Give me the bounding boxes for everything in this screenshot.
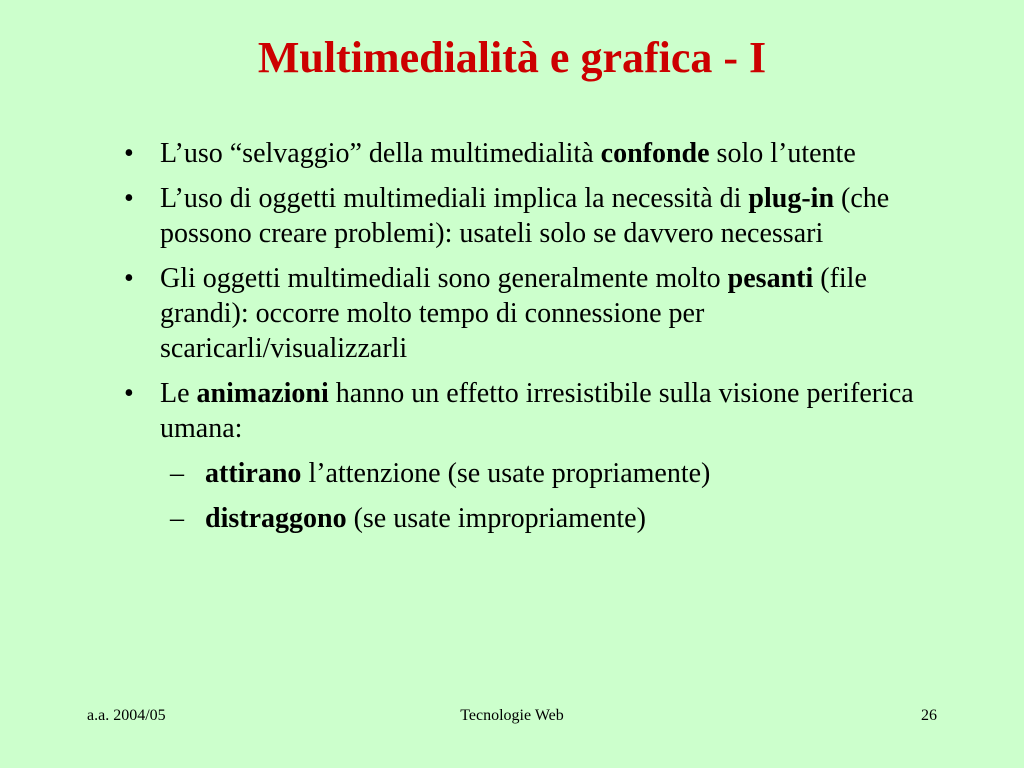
- bullet-emphasis: animazioni: [196, 378, 329, 409]
- bullet-text: Le: [160, 378, 197, 409]
- bullet-text: Gli oggetti multimediali sono generalmente molto: [160, 263, 728, 294]
- bullet-item: [124, 181, 914, 251]
- bullet-text: solo l’utente: [709, 138, 856, 169]
- sub-bullet-text: (se usate impropriamente): [346, 503, 646, 534]
- bullet-emphasis: confonde: [600, 138, 710, 169]
- bullet-emphasis: pesanti: [727, 263, 814, 294]
- slide-title: Multimedialità e grafica - I: [257, 33, 767, 82]
- bullet-marker: •: [124, 138, 134, 169]
- bullet-text: L’uso “selvaggio” della multimedialità: [160, 138, 601, 169]
- sub-bullet-emphasis: attirano: [205, 458, 302, 489]
- footer-academic-year: a.a. 2004/05: [87, 707, 166, 724]
- bullet-marker: •: [124, 378, 134, 409]
- bullet-item: [124, 136, 914, 171]
- bullet-text: (che possono creare problemi): usateli solo se davvero necessari: [160, 183, 890, 249]
- footer-page-number: 26: [921, 707, 937, 724]
- sub-bullet-emphasis: distraggono: [205, 503, 347, 534]
- dash-marker: –: [170, 458, 184, 489]
- bullet-emphasis: plug-in: [748, 183, 835, 214]
- sub-bullet-text: l’attenzione (se usate propriamente): [301, 458, 711, 489]
- footer-course-title: Tecnologie Web: [460, 707, 564, 724]
- dash-marker: –: [170, 503, 184, 534]
- bullet-item: [124, 376, 914, 446]
- bullet-marker: •: [124, 263, 134, 294]
- sub-bullet-item: [124, 501, 914, 536]
- bullet-marker: •: [124, 183, 134, 214]
- bullet-text: hanno un effetto irresistibile sulla visione periferica umana:: [160, 378, 914, 444]
- sub-bullet-item: [124, 456, 914, 491]
- bullet-text: (file grandi): occorre molto tempo di connessione per scaricarli/visualizzarli: [160, 263, 867, 364]
- bullet-text: L’uso di oggetti multimediali implica la necessità di: [160, 183, 749, 214]
- bullet-item: [124, 261, 914, 366]
- bullet-list: [124, 136, 914, 546]
